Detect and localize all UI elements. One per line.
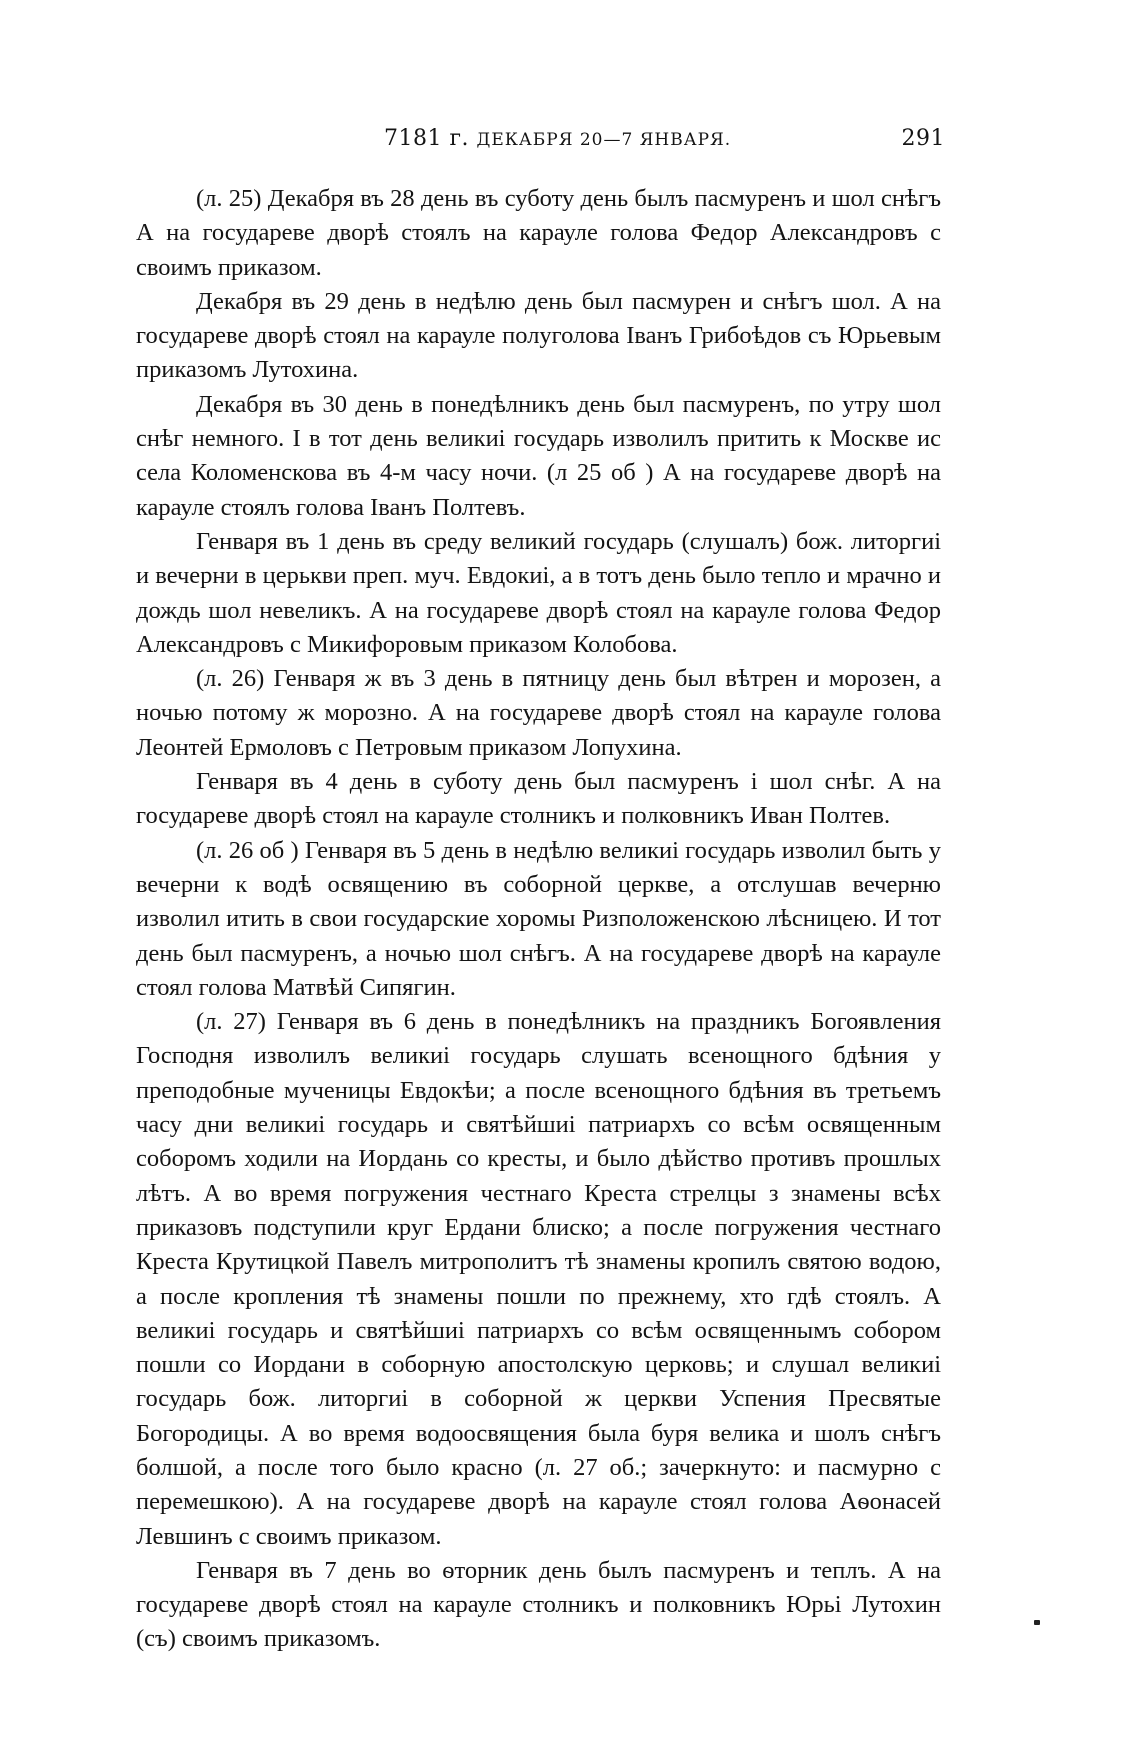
running-head xyxy=(138,126,945,160)
paragraph-dec-30: Декабря въ 30 день в понедѣлникъ день был пасмуренъ, по утру шол снѣг немного. І в тот день великиі государь изволилъ притить к Москве ис села Коломенскова въ 4-м часу ночи. (л 25 об ) А на государеве дворѣ на карауле стоялъ голова Іванъ Полтевъ. xyxy=(136,390,941,521)
paragraph-dec-28: (л. 25) Декабря въ 28 день въ суботу день былъ пасмуренъ и шол снѣгъ А на государеве дворѣ стоялъ на карауле голова Федор Александровъ с своимъ приказом. xyxy=(136,185,941,281)
body-text xyxy=(136,182,941,1657)
paragraph-jan-5: (л. 26 об ) Генваря въ 5 день в недѣлю великиі государь изволил быть у вечерни к водѣ освящению въ соборной церкве, а отслушав вечерню изволил итить в свои государские хоромы Ризположенскою лѣсницею. И тот день был пасмуренъ, а ночью шол снѣгъ. А на государеве дворѣ на карауле стоял голова Матвѣй Сипягин. xyxy=(136,836,941,1001)
paragraph-jan-6: (л. 27) Генваря въ 6 день в понедѣлникъ на праздникъ Богоявления Господня изволилъ великиі государь слушать всенощного бдѣния у преподобные мученицы Евдокѣи; а после всенощного бдѣния въ третьемъ часу дни великиі государь и святѣйшиі патриархъ со всѣм освященным соборомъ ходили на Иордань со кресты, и было дѣйство противъ прошлых лѣтъ. А во время погружения честнаго Креста стрелцы з знамены всѣх приказовъ подступили круг Ердани блиско; а после погружения честнаго Креста Крутицкой Павелъ митрополитъ тѣ знамены кропилъ святою водою, а после кропления тѣ знамены пошли по прежнему, хто гдѣ стоялъ. А великиі государь и святѣйшиі патриархъ со всѣм освященнымъ собором пошли со Иордани в соборную апостолскую церковь; и слушал великиі государь бож. литоргиі в соборной ж церкви Успения Пресвятые Богородицы. А во время водоосвящения была буря велика и шолъ снѣгъ болшой, а после того было красно (л. 27 об.; зачеркнуто: и пасмурно с перемешкою). А на государеве дворѣ на карауле стоял голова Аѳонасей Левшинъ с своимъ приказом. xyxy=(136,1008,941,1550)
scan-speck-mark xyxy=(1034,1620,1040,1625)
paragraph-dec-29: Декабря въ 29 день в недѣлю день был пасмурен и снѣгъ шол. А на государеве дворѣ стоял на карауле полуголова Іванъ Грибоѣдов съ Юрьевым приказомъ Лутохина. xyxy=(136,287,941,384)
paragraph-jan-4: Генваря въ 4 день в суботу день был пасмуренъ і шол снѣг. А на государеве дворѣ стоял на карауле столникъ и полковникъ Иван Полтев. xyxy=(136,768,941,830)
title-dates: ДЕКАБРЯ 20—7 ЯНВАРЯ. xyxy=(476,130,732,150)
paragraph-jan-3: (л. 26) Генваря ж въ 3 день в пятницу день был вѣтрен и морозен, а ночью потому ж морозно. А на государеве дворѣ стоял на карауле голова Леонтей Ермоловъ с Петровым приказом Лопухина. xyxy=(136,665,941,761)
paragraph-jan-7: Генваря въ 7 день во ѳторник день былъ пасмуренъ и теплъ. А на государеве дворѣ стоял на карауле столникъ и полковникъ Юрьі Лутохин (съ) своимъ приказомъ. xyxy=(136,1556,941,1653)
title-year: 7181 г. xyxy=(384,126,470,151)
running-title xyxy=(384,126,731,151)
paragraph-jan-1: Генваря въ 1 день въ среду великий государь (слушалъ) бож. литоргиі и вечерни в церькви преп. муч. Евдокиі, а в тотъ день было тепло и мрачно и дождь шол невеликъ. А на государеве дворѣ стоял на карауле голова Федор Александровъ с Микифоровым приказом Колобова. xyxy=(136,527,941,658)
page-number: 291 xyxy=(901,126,945,151)
